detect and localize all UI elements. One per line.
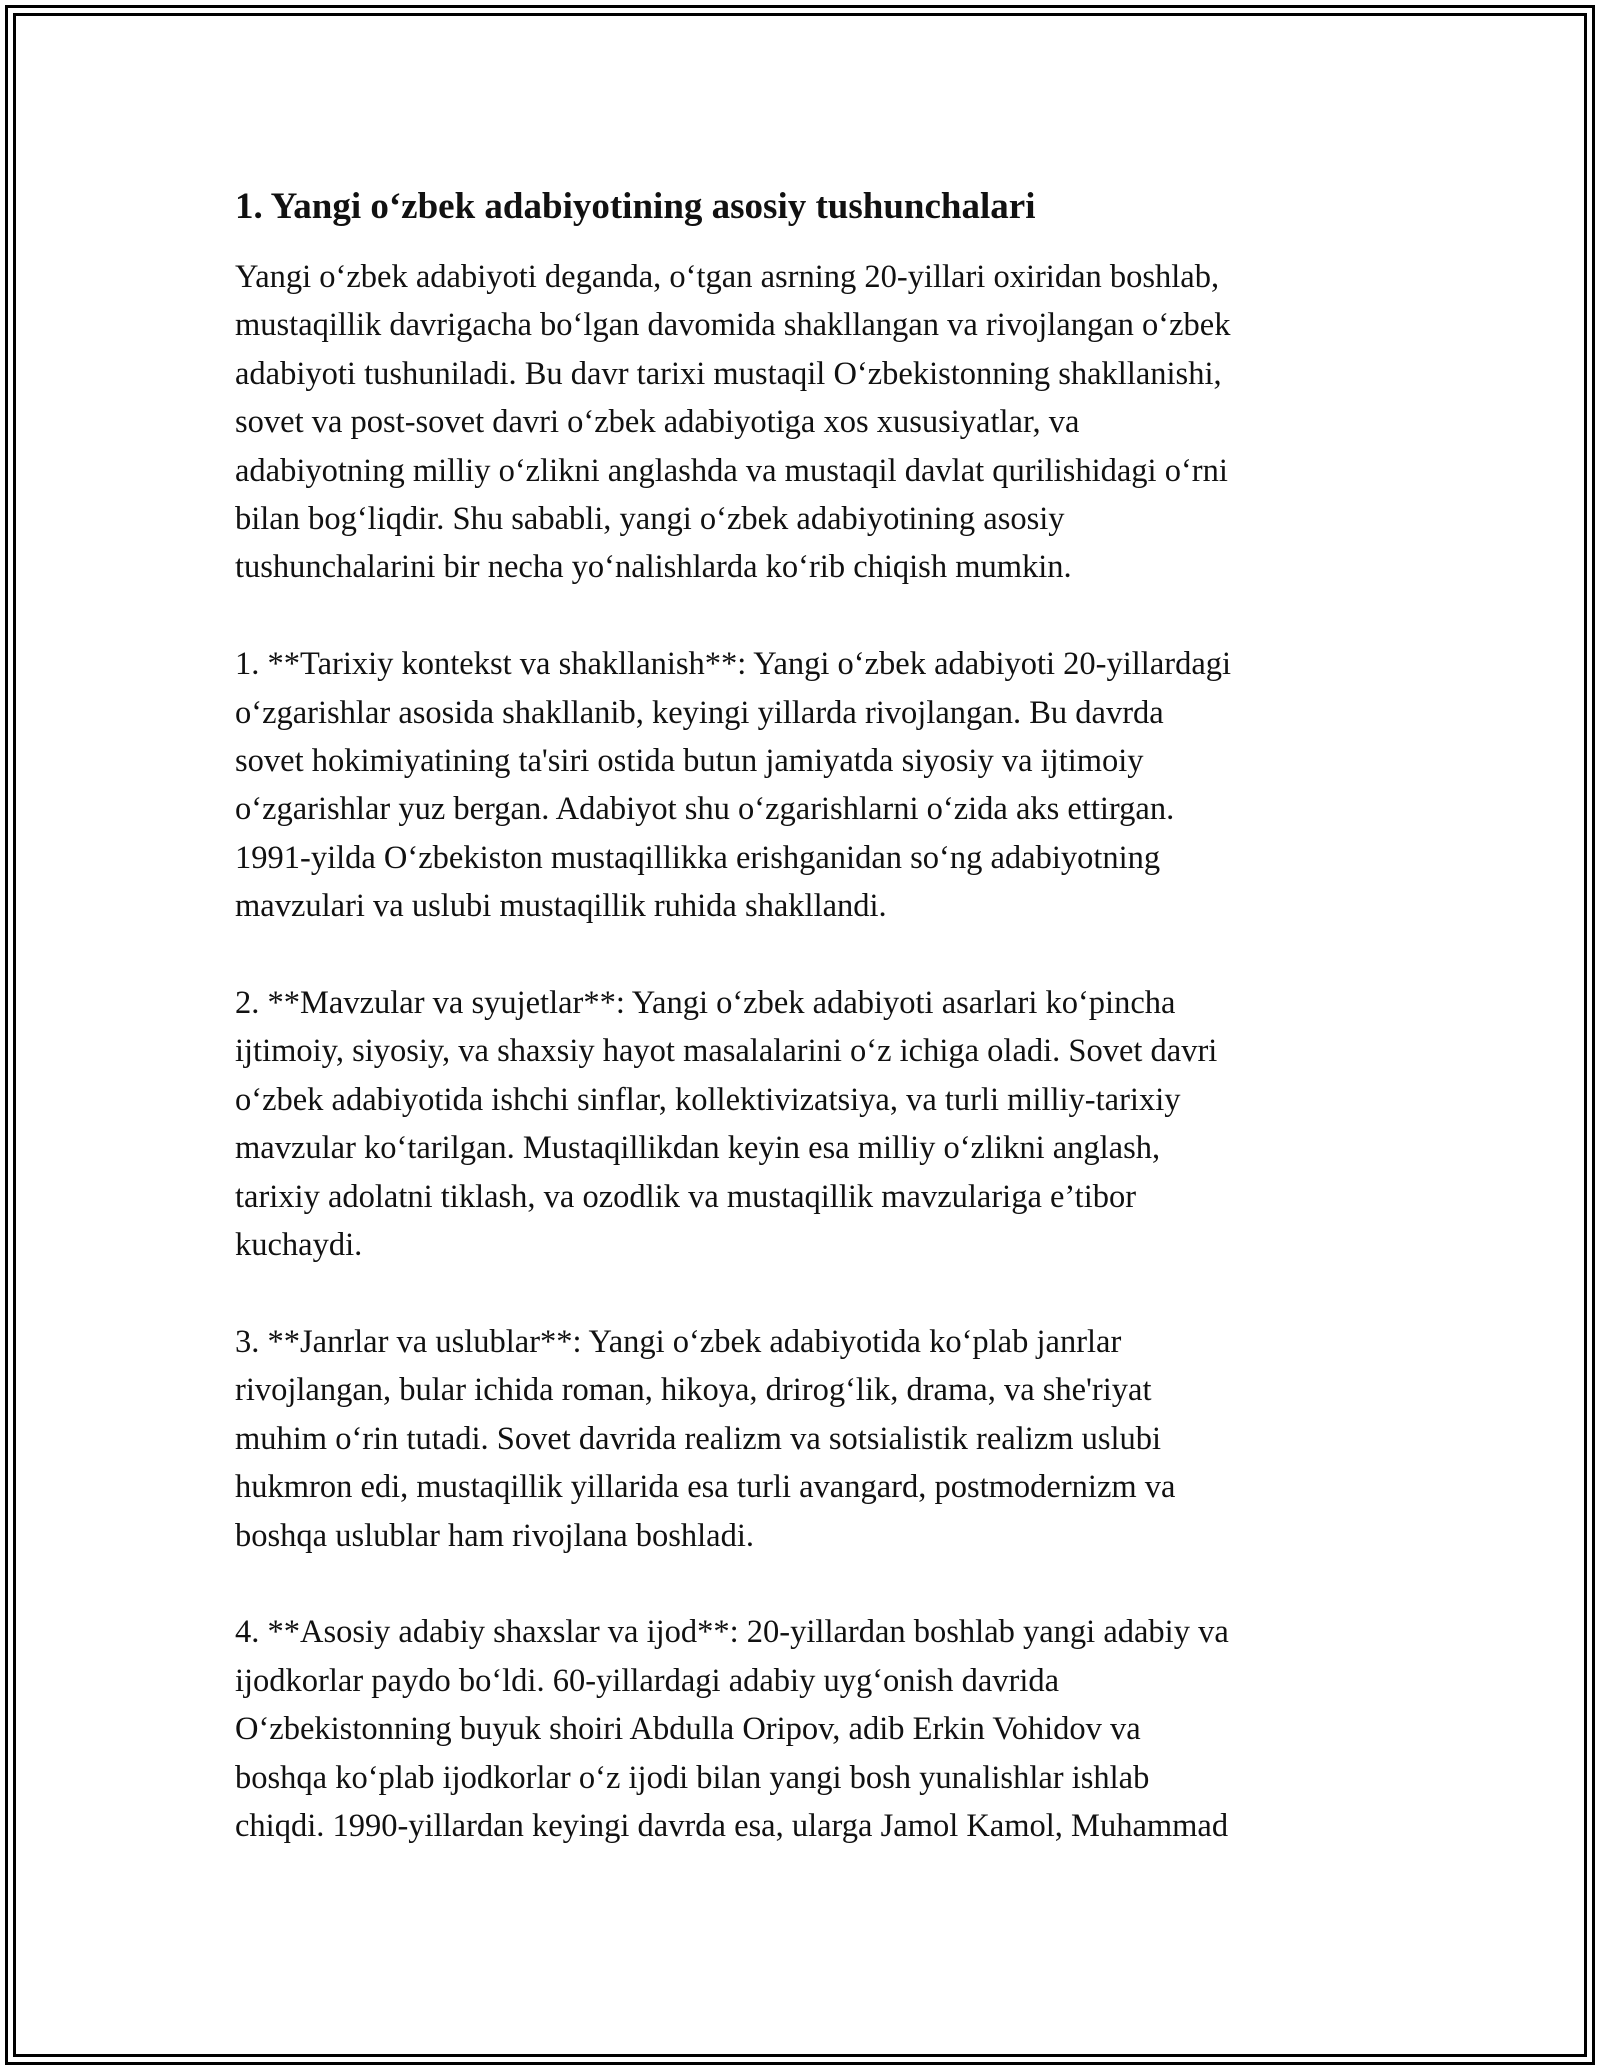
text-line: tushunchalarini bir necha yo‘nalishlarda ko‘rib chiqish mumkin. xyxy=(235,549,1072,586)
text-line: 4. **Asosiy adabiy shaxslar va ijod**: 20-yillardan boshlab yangi adabiy va xyxy=(235,1614,1229,1651)
text-line: o‘zbek adabiyotida ishchi sinflar, kollektivizatsiya, va turli milliy-tarixiy xyxy=(235,1081,1181,1118)
text-line: ijtimoiy, siyosiy, va shaxsiy hayot masalalarini o‘z ichiga oladi. Sovet davri xyxy=(235,1033,1218,1070)
text-line: bilan bog‘liqdir. Shu sababli, yangi o‘zbek adabiyotining asosiy xyxy=(235,501,1065,538)
text-line: 3. **Janrlar va uslublar**: Yangi o‘zbek adabiyotida ko‘plab janrlar xyxy=(235,1323,1122,1360)
text-line: boshqa ko‘plab ijodkorlar o‘z ijodi bilan yangi bosh yunalishlar ishlab xyxy=(235,1759,1150,1796)
paragraph-item-2 xyxy=(235,979,1375,1269)
text-line: mavzulari va uslubi mustaqillik ruhida shakllandi. xyxy=(235,888,887,925)
text-line: ijodkorlar paydo bo‘ldi. 60-yillardagi adabiy uyg‘onish davrida xyxy=(235,1662,1060,1699)
paragraph-item-3 xyxy=(235,1318,1375,1560)
paragraph-item-4 xyxy=(235,1608,1375,1850)
text-line: o‘zgarishlar yuz bergan. Adabiyot shu o‘zgarishlarni o‘zida aks ettirgan. xyxy=(235,791,1175,828)
document-title: 1. Yangi o‘zbek adabiyotining asosiy tushunchalari xyxy=(235,186,1036,227)
text-line: chiqdi. 1990-yillardan keyingi davrda esa, ularga Jamol Kamol, Muhammad xyxy=(235,1807,1229,1844)
text-line: rivojlangan, bular ichida roman, hikoya, drirog‘lik, drama, va she'riyat xyxy=(235,1372,1152,1409)
text-line: adabiyoti tushuniladi. Bu davr tarixi mustaqil O‘zbekistonning shakllanishi, xyxy=(235,355,1222,392)
text-line: sovet va post-sovet davri o‘zbek adabiyotiga xos xususiyatlar, va xyxy=(235,404,1080,441)
text-line: Yangi o‘zbek adabiyoti deganda, o‘tgan asrning 20-yillari oxiridan boshlab, xyxy=(235,259,1220,295)
text-line: muhim o‘rin tutadi. Sovet davrida realizm va sotsialistik realizm uslubi xyxy=(235,1420,1162,1457)
text-line: tarixiy adolatni tiklash, va ozodlik va mustaqillik mavzulariga e’tibor xyxy=(235,1178,1137,1215)
text-line: mavzular ko‘tarilgan. Mustaqillikdan keyin esa milliy o‘zlikni anglash, xyxy=(235,1130,1161,1167)
text-line: kuchaydi. xyxy=(235,1227,363,1264)
text-line: O‘zbekistonning buyuk shoiri Abdulla Oripov, adib Erkin Vohidov va xyxy=(235,1711,1141,1748)
text-line: 1. **Tarixiy kontekst va shakllanish**: Yangi o‘zbek adabiyoti 20-yillardagi xyxy=(235,646,1232,683)
text-line: adabiyotning milliy o‘zlikni anglashda va mustaqil davlat qurilishidagi o‘rni xyxy=(235,452,1228,489)
text-line: hukmron edi, mustaqillik yillarida esa turli avangard, postmodernizm va xyxy=(235,1469,1176,1506)
paragraph-item-1 xyxy=(235,640,1375,930)
text-line: 2. **Mavzular va syujetlar**: Yangi o‘zbek adabiyoti asarlari ko‘pincha xyxy=(235,985,1176,1022)
paragraph-intro xyxy=(235,253,1375,592)
document-page xyxy=(235,183,1375,1899)
text-line: 1991-yilda O‘zbekiston mustaqillikka erishganidan so‘ng adabiyotning xyxy=(235,839,1161,876)
text-line: sovet hokimiyatining ta'siri ostida butun jamiyatda siyosiy va ijtimoiy xyxy=(235,743,1144,780)
text-line: boshqa uslublar ham rivojlana boshladi. xyxy=(235,1517,755,1554)
text-line: mustaqillik davrigacha bo‘lgan davomida shakllangan va rivojlangan o‘zbek xyxy=(235,307,1231,344)
text-line: o‘zgarishlar asosida shakllanib, keyingi yillarda rivojlangan. Bu davrda xyxy=(235,694,1164,731)
